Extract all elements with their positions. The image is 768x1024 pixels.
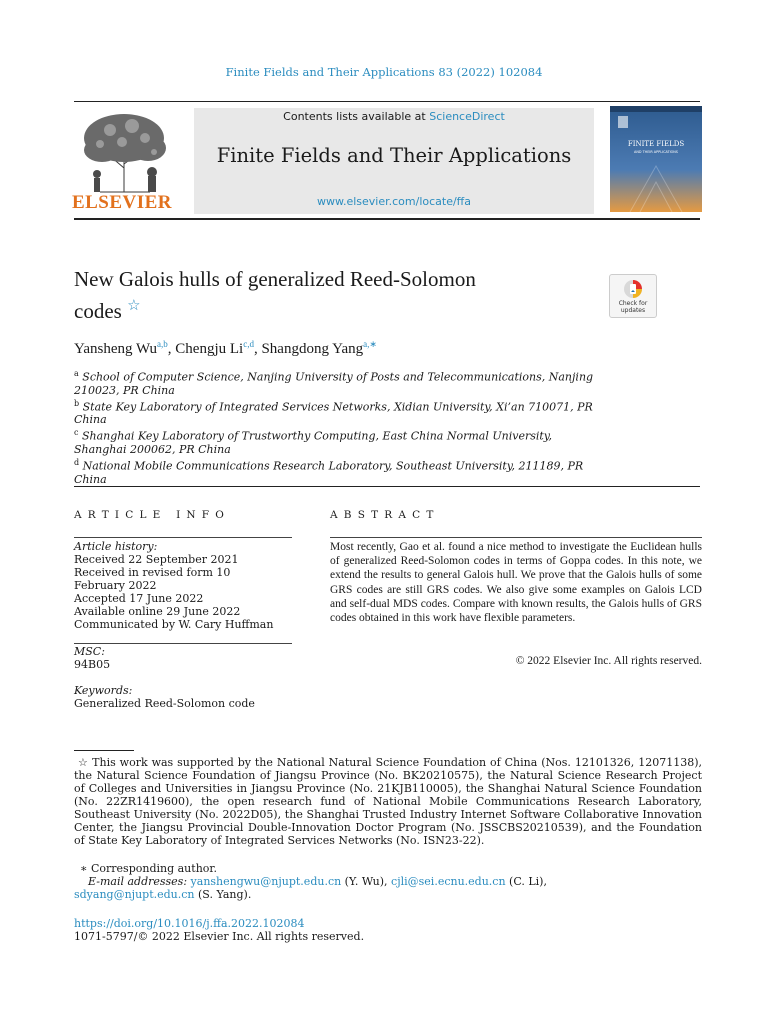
email-owner: (Y. Wu),: [341, 875, 392, 888]
journal-title: Finite Fields and Their Applications: [216, 144, 572, 167]
check-updates-label: Check for updates: [618, 300, 648, 314]
history-item: Received in revised form 10 February 2022: [74, 566, 231, 592]
article-info-heading: ARTICLE INFO: [74, 509, 231, 521]
email-addresses: [74, 875, 702, 901]
article-title: [74, 266, 574, 325]
affiliation-item: [74, 426, 594, 456]
contents-prefix: Contents lists available at: [283, 110, 426, 123]
funding-note-star-icon[interactable]: ☆: [127, 298, 141, 314]
author-separator: ,: [167, 341, 176, 357]
email-owner: (S. Yang).: [194, 888, 252, 901]
author-separator: ,: [253, 341, 262, 357]
cover-title: FINITE FIELDS: [627, 140, 685, 148]
header-bottom-rule: [74, 218, 700, 220]
history-item: Available online 29 June 2022: [74, 605, 241, 618]
author-affil-sup[interactable]: a,b: [157, 339, 168, 349]
abstract-copyright: © 2022 Elsevier Inc. All rights reserved.: [515, 655, 702, 667]
author-affil-sup[interactable]: c,d: [243, 339, 254, 349]
abstract-rule: [330, 537, 702, 538]
funding-text: This work was supported by the National Natural Science Foundation of China (Nos. 12101326, 12071138), the Natural Science Foundation of Jiangsu Province (No. BK20210575), the Natural Science Research Project of Colleges and Universities in Jiangsu Province (No. 21KJB110005), the Shanghai Natural Science Foundation (No. 22ZR1419600), the open research fund of National Mobile Communications Research Laboratory, Southeast University (No. 2022D05), the Shanghai Trusted Industry Internet Software Collaborative Innovation Center, the Jiangsu Provincial Double-Innovation Doctor Program (No. JSSCBS20210539), and the Foundation of State Key Laboratory of Integrated Services Networks (No. ISN23-22).: [74, 756, 703, 847]
check-updates-icon: [623, 279, 643, 299]
article-title-line-2: codes: [74, 299, 122, 323]
journal-reference-link[interactable]: Finite Fields and Their Applications 83 (2022) 102084: [225, 65, 543, 79]
funding-footnote: [74, 756, 702, 847]
msc-rule: [74, 643, 292, 644]
email-label: E-mail addresses:: [88, 875, 188, 888]
author-name[interactable]: Yansheng Wu: [74, 341, 158, 357]
affiliation-mark: d: [74, 457, 80, 467]
email-owner: (C. Li),: [505, 875, 547, 888]
footnote-star-mark: ☆: [77, 756, 89, 769]
affiliation-item: [74, 367, 594, 397]
affiliation-item: [74, 397, 594, 427]
corresponding-text: Corresponding author.: [90, 862, 217, 875]
affiliations: [74, 367, 594, 486]
journal-url-link[interactable]: www.elsevier.com/locate/ffa: [316, 195, 472, 208]
history-item: Accepted 17 June 2022: [74, 592, 204, 605]
author-affil-sup[interactable]: a,∗: [363, 339, 377, 349]
footnote-rule: [74, 750, 134, 751]
affiliation-text: Shanghai Key Laboratory of Trustworthy Computing, East China Normal University, Shanghai 200062, PR China: [74, 429, 553, 456]
affiliation-text: National Mobile Communications Research Laboratory, Southeast University, 211189, PR China: [74, 459, 584, 486]
cover-subtitle: AND THEIR APPLICATIONS: [634, 150, 678, 154]
affiliation-text: School of Computer Science, Nanjing University of Posts and Telecommunications, Nanjing 210023, PR China: [74, 370, 594, 397]
abstract-heading: ABSTRACT: [330, 509, 440, 521]
section-divider: [74, 486, 700, 487]
history-item: Communicated by W. Cary Huffman: [74, 618, 274, 631]
affiliation-item: [74, 456, 594, 486]
issn-line: 1071-5797/© 2022 Elsevier Inc. All rights reserved.: [74, 930, 365, 943]
author-name[interactable]: Chengju Li: [175, 341, 244, 357]
msc-label: MSC:: [74, 645, 105, 658]
article-info-rule: [74, 537, 292, 538]
affiliation-mark: c: [74, 428, 79, 438]
abstract-text: Most recently, Gao et al. found a nice method to investigate the Euclidean hulls of generalized Reed-Solomon codes in terms of Goppa codes. In this note, we extend the results to general Galois hull. We prove that the Galois hulls of some GRS codes are still GRS codes. We also give some examples on Galois LCD and self-dual MDS codes. Compare with known results, the Galois hulls of GRS codes obtained in this work have flexible parameters.: [330, 541, 702, 625]
keywords-block: [74, 684, 255, 710]
msc-block: [74, 645, 110, 671]
email-link[interactable]: sdyang@njupt.edu.cn: [74, 888, 195, 901]
header-top-rule: [74, 101, 700, 102]
article-title-line-1: New Galois hulls of generalized Reed-Solomon: [74, 267, 476, 291]
affiliation-mark: a: [74, 369, 79, 378]
history-item: Received 22 September 2021: [74, 553, 239, 566]
affiliation-mark: b: [74, 398, 80, 408]
affiliation-text: State Key Laboratory of Integrated Services Networks, Xidian University, Xi’an 710071, PR China: [74, 400, 593, 427]
email-link[interactable]: cjli@sei.ecnu.edu.cn: [391, 875, 506, 888]
author-name[interactable]: Shangdong Yang: [261, 341, 364, 357]
msc-value: 94B05: [74, 658, 111, 671]
journal-cover-image: [610, 106, 702, 212]
check-for-updates-button[interactable]: [609, 274, 657, 318]
sciencedirect-link[interactable]: ScienceDirect: [429, 110, 505, 123]
doi-link[interactable]: https://doi.org/10.1016/j.ffa.2022.102084: [74, 917, 305, 930]
elsevier-wordmark: ELSEVIER: [71, 192, 173, 213]
keywords-label: Keywords:: [74, 684, 133, 697]
corresponding-note: [80, 862, 217, 875]
corresponding-mark: ∗: [80, 862, 88, 875]
author-list: [74, 339, 377, 358]
contents-line: [194, 110, 594, 123]
keyword-item: Generalized Reed-Solomon code: [74, 697, 255, 710]
history-label: Article history:: [74, 540, 158, 553]
email-link[interactable]: yanshengwu@njupt.edu.cn: [190, 875, 342, 888]
article-history: [74, 540, 304, 631]
